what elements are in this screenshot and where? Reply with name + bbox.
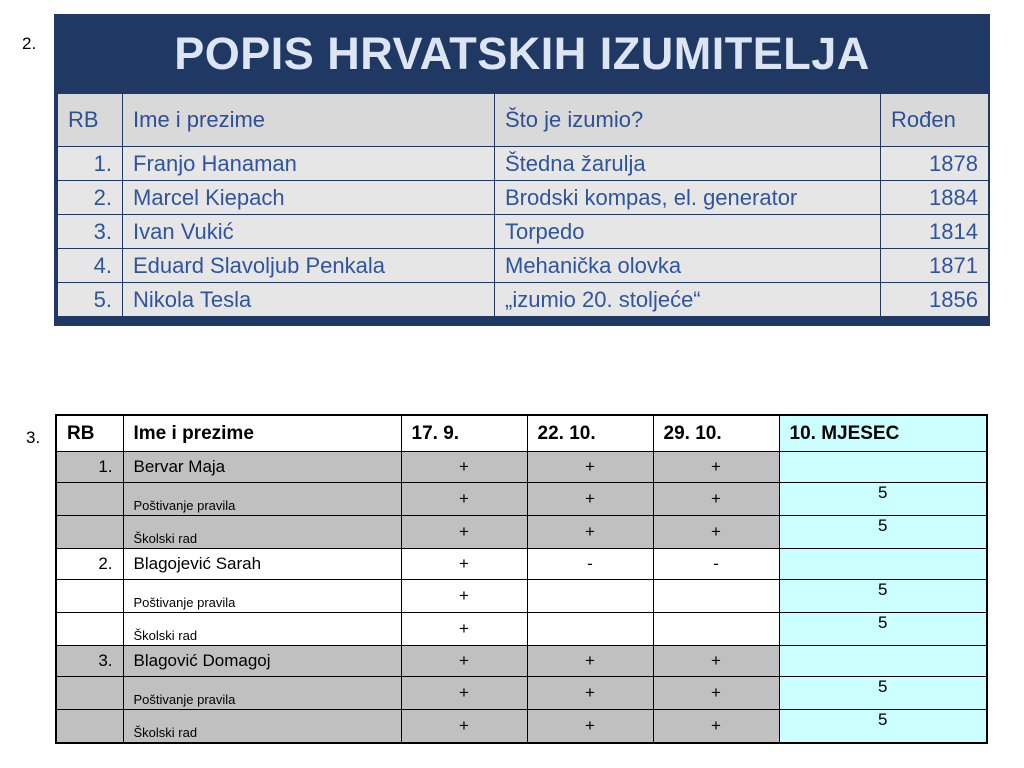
inventor-name: Ivan Vukić [123, 215, 495, 249]
inventor-row [58, 147, 989, 181]
inventor-name: Nikola Tesla [123, 283, 495, 317]
mark-date-3: + [653, 483, 779, 516]
inventor-invention: Torpedo [495, 215, 881, 249]
grades-header-rb: RB [56, 415, 123, 452]
inventor-rb: 4. [58, 249, 123, 283]
month-grade [779, 646, 987, 677]
mark-date-1: + [401, 613, 527, 646]
criterion-label: Poštivanje pravila [123, 483, 401, 516]
inventor-invention: Mehanička olovka [495, 249, 881, 283]
inventor-born: 1871 [881, 249, 989, 283]
student-name: Bervar Maja [123, 452, 401, 483]
mark-date-2: - [527, 549, 653, 580]
inventor-name: Eduard Slavoljub Penkala [123, 249, 495, 283]
criterion-label: Školski rad [123, 613, 401, 646]
criterion-label: Poštivanje pravila [123, 580, 401, 613]
mark-date-2: + [527, 483, 653, 516]
inventor-row [58, 181, 989, 215]
inventor-rb: 3. [58, 215, 123, 249]
inventors-header-row [58, 94, 989, 147]
month-grade [779, 452, 987, 483]
mark-date-2: + [527, 516, 653, 549]
inventor-born: 1814 [881, 215, 989, 249]
grades-rb [56, 483, 123, 516]
grades-row [56, 452, 987, 483]
mark-date-2 [527, 580, 653, 613]
header-name: Ime i prezime [123, 94, 495, 147]
mark-date-1: + [401, 516, 527, 549]
inventor-name: Marcel Kiepach [123, 181, 495, 215]
grades-rb [56, 516, 123, 549]
header-born: Rođen [881, 94, 989, 147]
grades-header-date-3: 29. 10. [653, 415, 779, 452]
item-number-two: 2. [22, 34, 37, 53]
inventor-born: 1878 [881, 147, 989, 181]
grades-row [56, 549, 987, 580]
grades-header-row [56, 415, 987, 452]
inventor-row [58, 249, 989, 283]
grades-rb [56, 580, 123, 613]
grades-row [56, 516, 987, 549]
mark-date-3: + [653, 646, 779, 677]
inventors-table [57, 93, 989, 317]
inventor-row [58, 215, 989, 249]
inventor-invention: „izumio 20. stoljeće“ [495, 283, 881, 317]
grades-rb: 1. [56, 452, 123, 483]
mark-date-2: + [527, 452, 653, 483]
grades-header-month: 10. MJESEC [779, 415, 987, 452]
mark-date-1: + [401, 549, 527, 580]
mark-date-2: + [527, 710, 653, 744]
inventor-name: Franjo Hanaman [123, 147, 495, 181]
inventors-title: POPIS HRVATSKIH IZUMITELJA [174, 28, 870, 79]
month-grade: 5 [779, 483, 987, 516]
criterion-label: Školski rad [123, 710, 401, 744]
inventor-invention: Štedna žarulja [495, 147, 881, 181]
mark-date-1: + [401, 483, 527, 516]
grades-row [56, 613, 987, 646]
month-grade: 5 [779, 516, 987, 549]
inventor-rb: 5. [58, 283, 123, 317]
inventor-born: 1884 [881, 181, 989, 215]
month-grade: 5 [779, 580, 987, 613]
grades-row [56, 483, 987, 516]
grades-header-name: Ime i prezime [123, 415, 401, 452]
inventor-invention: Brodski kompas, el. generator [495, 181, 881, 215]
mark-date-3: - [653, 549, 779, 580]
month-grade: 5 [779, 613, 987, 646]
grades-header-date-2: 22. 10. [527, 415, 653, 452]
grades-row [56, 580, 987, 613]
mark-date-3: + [653, 710, 779, 744]
inventor-rb: 1. [58, 147, 123, 181]
mark-date-1: + [401, 580, 527, 613]
grades-rb [56, 677, 123, 710]
inventor-rb: 2. [58, 181, 123, 215]
criterion-label: Školski rad [123, 516, 401, 549]
header-invention: Što je izumio? [495, 94, 881, 147]
grades-rb: 3. [56, 646, 123, 677]
inventors-table-panel [54, 14, 990, 326]
inventor-born: 1856 [881, 283, 989, 317]
month-grade: 5 [779, 710, 987, 744]
grades-rb: 2. [56, 549, 123, 580]
mark-date-3 [653, 580, 779, 613]
mark-date-3: + [653, 516, 779, 549]
mark-date-2: + [527, 677, 653, 710]
month-grade [779, 549, 987, 580]
inventor-row [58, 283, 989, 317]
grades-rb [56, 613, 123, 646]
mark-date-2: + [527, 646, 653, 677]
grades-rb [56, 710, 123, 744]
grades-row [56, 710, 987, 744]
grades-table [55, 414, 988, 744]
mark-date-1: + [401, 677, 527, 710]
mark-date-1: + [401, 710, 527, 744]
month-grade: 5 [779, 677, 987, 710]
grades-row [56, 646, 987, 677]
student-name: Blagović Domagoj [123, 646, 401, 677]
mark-date-3: + [653, 452, 779, 483]
mark-date-1: + [401, 646, 527, 677]
mark-date-3 [653, 613, 779, 646]
mark-date-1: + [401, 452, 527, 483]
student-name: Blagojević Sarah [123, 549, 401, 580]
mark-date-3: + [653, 677, 779, 710]
grades-row [56, 677, 987, 710]
grades-header-date-1: 17. 9. [401, 415, 527, 452]
header-rb: RB [58, 94, 123, 147]
item-number-three: 3. [26, 428, 41, 447]
mark-date-2 [527, 613, 653, 646]
criterion-label: Poštivanje pravila [123, 677, 401, 710]
